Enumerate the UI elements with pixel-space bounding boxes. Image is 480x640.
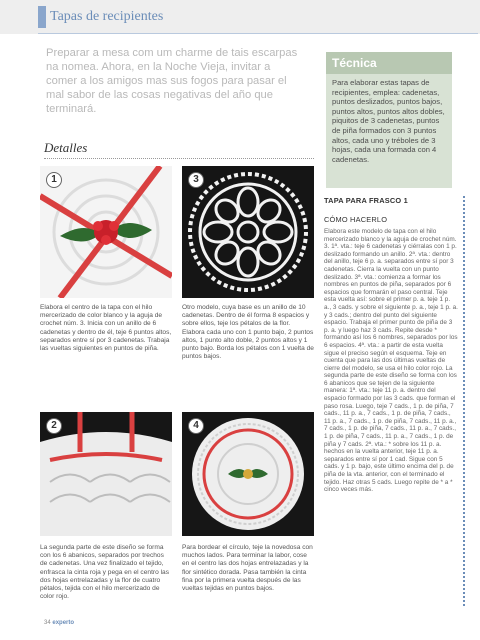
footer-brand: experto xyxy=(52,620,75,626)
tecnica-body: Para elaborar estas tapas de recipientes, emplea: cadenetas, puntos deslizados, puntos bajos, puntos altos, puntos altos dobles, piquitos de 3 cadenetas, puntos de piña formados con 3 puntos altos, cada uno y tréboles de 3 hojas, cada una formada con 4 cadenetas. xyxy=(332,78,445,164)
caption-1: Elabora el centro de la tapa con el hilo mercerizado de color blanco y la aguja de crochet núm. 3. Inicia con un anillo de 6 cadenetas y dentro de él, teje 6 puntos altos, separados entre sí por 3 cadenetas. Trabaja las vueltas siguientes en puntos de piña. xyxy=(40,304,172,353)
photo-4 xyxy=(182,412,314,536)
detalles-heading: Detalles xyxy=(44,140,88,155)
photo-number: 3 xyxy=(188,172,204,188)
photo-number: 2 xyxy=(46,418,62,434)
recipe-body: Elabora este modelo de tapa con el hilo mercerizado blanco y la aguja de crochet núm. 3. 1ª. vta.: teje 6 cadenetas y ciérralas con 1 p. deslizado formando un anillo. 2ª. vta.: dentro del anillo, teje 6 p. a. separados entre sí por 3 cadenetas. Cierra la vuelta con un punto deslizado. 3ª. vta.: comienza a formar los nombres en puntos de piña, separados por 6 espacios que formarán el paso central. Teje esta vuelta así: sobre el primer p. a. teje 1 p. a., 3 cads. y sobre el siguiente p. a., teje 1 p. a. y 3 cads.; dentro del punto del siguiente espacio. Trabaja el primer punto de piña de 3 p. a. y luego haz 3 cads. Repite desde * formando así los 6 nombres, separados por los 6 espacios. 4ª. vta.: a partir de esta vuelta sigue el preciso según el esquema. Teje en cuenta que para las dos últimas vueltas de cierre del modelo, se usa el hilo color rojo. La segunda parte de este diseño se forma con los 6 abanicos que se tejen de la siguiente manera: 1ª. vta.: teje 11 p. a. dentro del espacio formado por las 3 cads. que forman el paso rosa. Luego, teje 7 cads., 1 p. de piña, 7 cads., 11 p. a., 7 cads., 1 p. de piña, 7 cads., 11 p. a., 7 cads., 1 p. de piña, 7 cads., 11 p. a., 7 cads., 1 p. de piña, 7 cads., 11 p. a., 7 cads., 1 p. de piña, 7 cads., 11 p. a., 7 cads., 1 p. de piña y 7 cads. 2ª. vta.: * sobre los 11 p. a. hechos en la vuelta anterior, teje 11 p. a. separados entre sí por 1 cad. Sigue con 5 cads. y 1 p. bajo, este último encima del p. de piña de la vta. anterior, con el terminado el tejido. Haz otras 5 cads. Luego repite de * a * cinco veces más. xyxy=(324,228,458,494)
page-title: Tapas de recipientes xyxy=(50,9,164,24)
photo-number: 1 xyxy=(46,172,62,188)
doily-red-ribbon-image xyxy=(40,166,172,298)
crochet-flower-doily-image xyxy=(182,166,314,298)
page-footer xyxy=(44,620,74,626)
caption-2: La segunda parte de este diseño se forma con los 6 abanicos, separados por trechos de cadenetas. Una vez finalizado el tejido, enfrasca la cinta roja y pega en el centro las dos hojas entrelazadas y la flor de cuatro pétalos, tejida con el hilo mercerizado de color rojo. xyxy=(40,544,170,601)
caption-4: Para bordear el círculo, teje la novedosa con muchos lados. Para terminar la labor, cose en el centro las dos hojas entrelazadas y la flor sintético dorada. Pasa también la cinta fina por la primera vuelta después de las vueltas tejidas en puntos bajos. xyxy=(182,544,313,593)
photo-number: 4 xyxy=(188,418,204,434)
header-divider xyxy=(38,33,478,34)
recipe-subtitle: CÓMO HACERLO xyxy=(324,215,388,224)
photo-2 xyxy=(40,412,172,536)
photo-3 xyxy=(182,166,314,298)
recipe-column xyxy=(324,196,458,494)
photo-1 xyxy=(40,166,172,298)
caption-3: Otro modelo, cuya base es un anillo de 10 cadenetas. Dentro de él forma 8 espacios y sobre ellos, teje los pétalos de la flor. Elabora cada uno con 1 punto bajo, 2 puntos altos, 1 punto alto doble, 2 puntos altos y 1 punto bajo. Borda los pétalos con 1 vuelta de puntos bajos. xyxy=(182,304,314,361)
recipe-dotted-rule xyxy=(463,196,465,606)
tecnica-title: Técnica xyxy=(326,52,452,74)
recipe-title: TAPA PARA FRASCO 1 xyxy=(324,196,408,205)
intro-paragraph: Preparar a mesa com um charme de tais escarpas na nomea. Ahora, en la Noche Vieja, invitar a comer a los amigos mas sus fogos para pasar el mal sabor de las cosas negativas del año que terminará. xyxy=(46,47,298,115)
detalles-divider xyxy=(44,158,314,159)
tecnica-box xyxy=(326,52,452,188)
header-accent-tab xyxy=(38,6,46,28)
page-number: 34 xyxy=(44,620,51,626)
